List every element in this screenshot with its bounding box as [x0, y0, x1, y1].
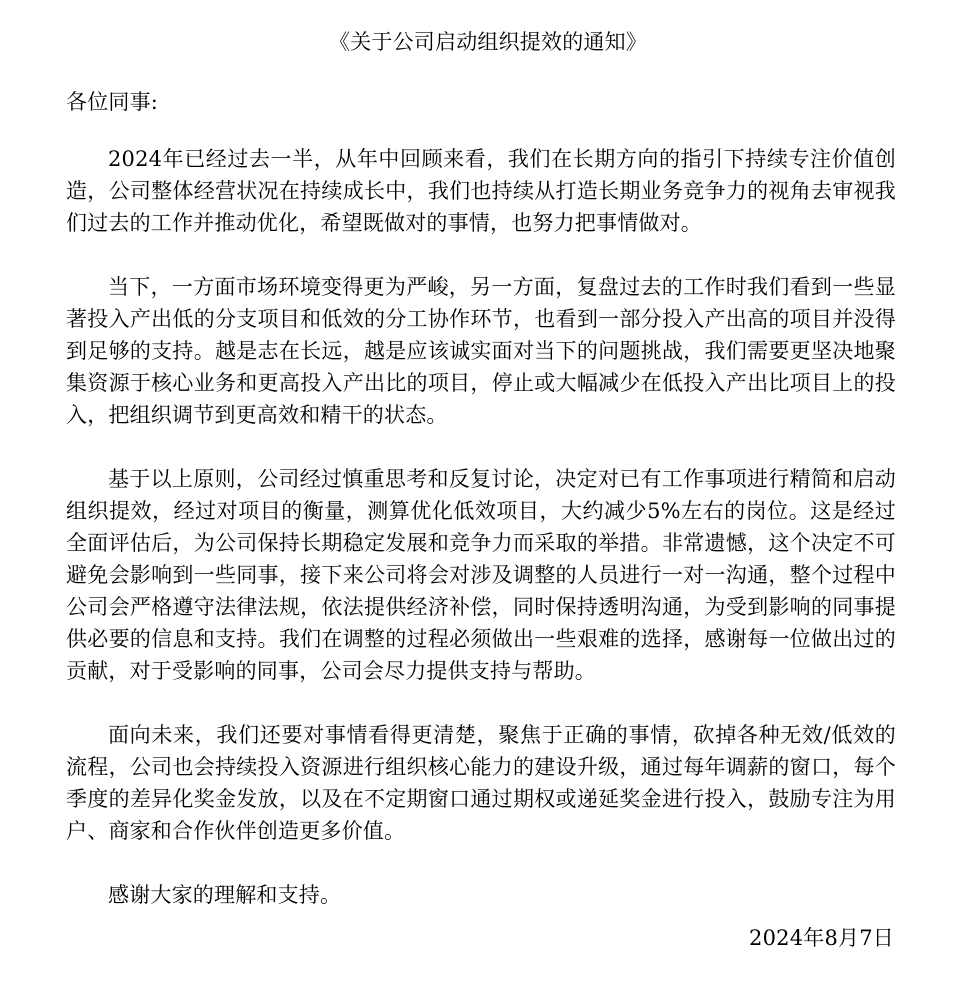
document-date: 2024年8月7日	[749, 926, 894, 950]
paragraph-5: 感谢大家的理解和支持。	[108, 883, 342, 907]
paragraph-4: 面向未来，我们还要对事情看得更清楚，聚焦于正确的事情，砍掉各种无效/低效的流程，公司也会持续投入资源进行组织核心能力的建设升级，通过每年调薪的窗口，每个季度的差异化奖金发放，以及在不定期窗口通过期权或递延奖金进行投入，鼓励专注为用户、商家和合作伙伴创造更多价值。	[66, 723, 896, 843]
paragraph-1: 2024年已经过去一半，从年中回顾来看，我们在长期方向的指引下持续专注价值创造，公司整体经营状况在持续成长中，我们也持续从打造长期业务竞争力的视角去审视我们过去的工作并推动优化，希望既做对的事情，也努力把事情做对。	[66, 147, 896, 235]
document-title: 《关于公司启动组织提效的通知》	[329, 30, 647, 54]
salutation: 各位同事:	[66, 90, 159, 114]
paragraph-2: 当下，一方面市场环境变得更为严峻，另一方面，复盘过去的工作时我们看到一些显著投入产出低的分支项目和低效的分工协作环节，也看到一部分投入产出高的项目并没得到足够的支持。越是志在长远，越是应该诚实面对当下的问题挑战，我们需要更坚决地聚集资源于核心业务和更高投入产出比的项目，停止或大幅减少在低投入产出比项目上的投入，把组织调节到更高效和精干的状态。	[66, 275, 896, 427]
paragraph-3: 基于以上原则，公司经过慎重思考和反复讨论，决定对已有工作事项进行精简和启动组织提效，经过对项目的衡量，测算优化低效项目，大约减少5%左右的岗位。这是经过全面评估后，为公司保持长期稳定发展和竞争力而采取的举措。非常遗憾，这个决定不可避免会影响到一些同事，接下来公司将会对涉及调整的人员进行一对一沟通，整个过程中公司会严格遵守法律法规，依法提供经济补偿，同时保持透明沟通，为受到影响的同事提供必要的信息和支持。我们在调整的过程必须做出一些艰难的选择，感谢每一位做出过的贡献，对于受影响的同事，公司会尽力提供支持与帮助。	[66, 467, 896, 683]
